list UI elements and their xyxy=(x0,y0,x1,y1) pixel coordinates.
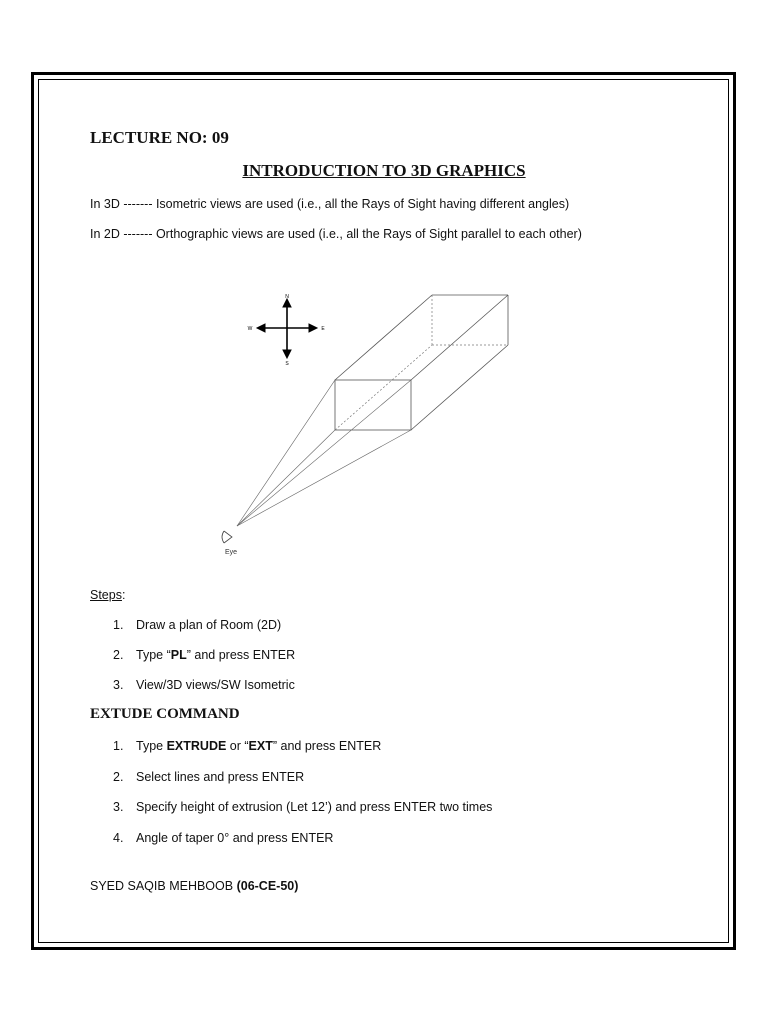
step-item-number: 3. xyxy=(113,678,124,692)
isometric-figure xyxy=(210,285,510,560)
author-name: SYED SAQIB MEHBOOB xyxy=(90,879,237,893)
compass-west-label: W xyxy=(247,326,253,332)
author-id: (06-CE-50) xyxy=(236,879,299,893)
extrude-item-text-part: Type xyxy=(136,739,167,753)
extrude-item-text xyxy=(136,770,304,784)
extrude-item-text xyxy=(136,739,381,753)
extrude-item-text-part: EXTRUDE xyxy=(166,739,227,753)
extrude-item-text-part: Angle of taper 0° and press ENTER xyxy=(136,830,334,845)
step-item-number: 2. xyxy=(113,648,124,662)
intro-line-3d: In 3D ------- Isometric views are used (i.e., all the Rays of Sight having different angles) xyxy=(90,197,570,211)
isometric-diagram xyxy=(210,285,510,560)
step-item-text xyxy=(136,648,295,662)
step-item-text xyxy=(136,678,295,692)
step-item-text-part: Type “ xyxy=(136,648,171,662)
extrude-item-number: 4. xyxy=(113,830,124,845)
steps-label-text: Steps xyxy=(90,588,122,602)
step-item-text-part: ” and press ENTER xyxy=(186,648,296,662)
step-item-text xyxy=(136,618,281,632)
steps-label xyxy=(90,588,125,602)
extrude-item-number: 3. xyxy=(113,800,124,814)
page-title-text: INTRODUCTION TO 3D GRAPHICS xyxy=(242,161,526,180)
extrude-item-text xyxy=(136,800,492,814)
extrude-item-number: 2. xyxy=(113,769,124,784)
extrude-item-text-part: Specify height of extrusion (Let 12’) and press ENTER two times xyxy=(136,800,493,814)
step-item-number: 1. xyxy=(113,618,124,632)
eye-label: Eye xyxy=(225,549,238,556)
intro-line-2d: In 2D ------- Orthographic views are used (i.e., all the Rays of Sight parallel to each other) xyxy=(90,227,582,241)
extrude-item-text-part: or “ xyxy=(226,739,249,753)
compass-east-label: E xyxy=(321,326,325,332)
steps-label-colon: : xyxy=(121,588,126,602)
step-item-text-part: PL xyxy=(170,648,187,662)
step-item-text-part: View/3D views/SW Isometric xyxy=(136,678,295,692)
author-line xyxy=(90,879,298,893)
extrude-heading: EXTUDE COMMAND xyxy=(90,706,240,722)
step-item-text-part: Draw a plan of Room (2D) xyxy=(136,618,282,632)
eye-icon xyxy=(222,531,232,543)
extrude-item-text-part: ” and press ENTER xyxy=(272,739,382,753)
extrude-item-number: 1. xyxy=(113,739,124,753)
page-title xyxy=(0,161,768,181)
compass-north-label: N xyxy=(285,294,289,300)
figure-background xyxy=(215,290,510,530)
compass-south-label: S xyxy=(285,361,289,367)
extrude-item-text xyxy=(136,831,333,845)
lecture-number: LECTURE NO: 09 xyxy=(90,128,229,147)
extrude-item-text-part: Select lines and press ENTER xyxy=(136,769,305,784)
extrude-item-text-part: EXT xyxy=(248,739,273,753)
